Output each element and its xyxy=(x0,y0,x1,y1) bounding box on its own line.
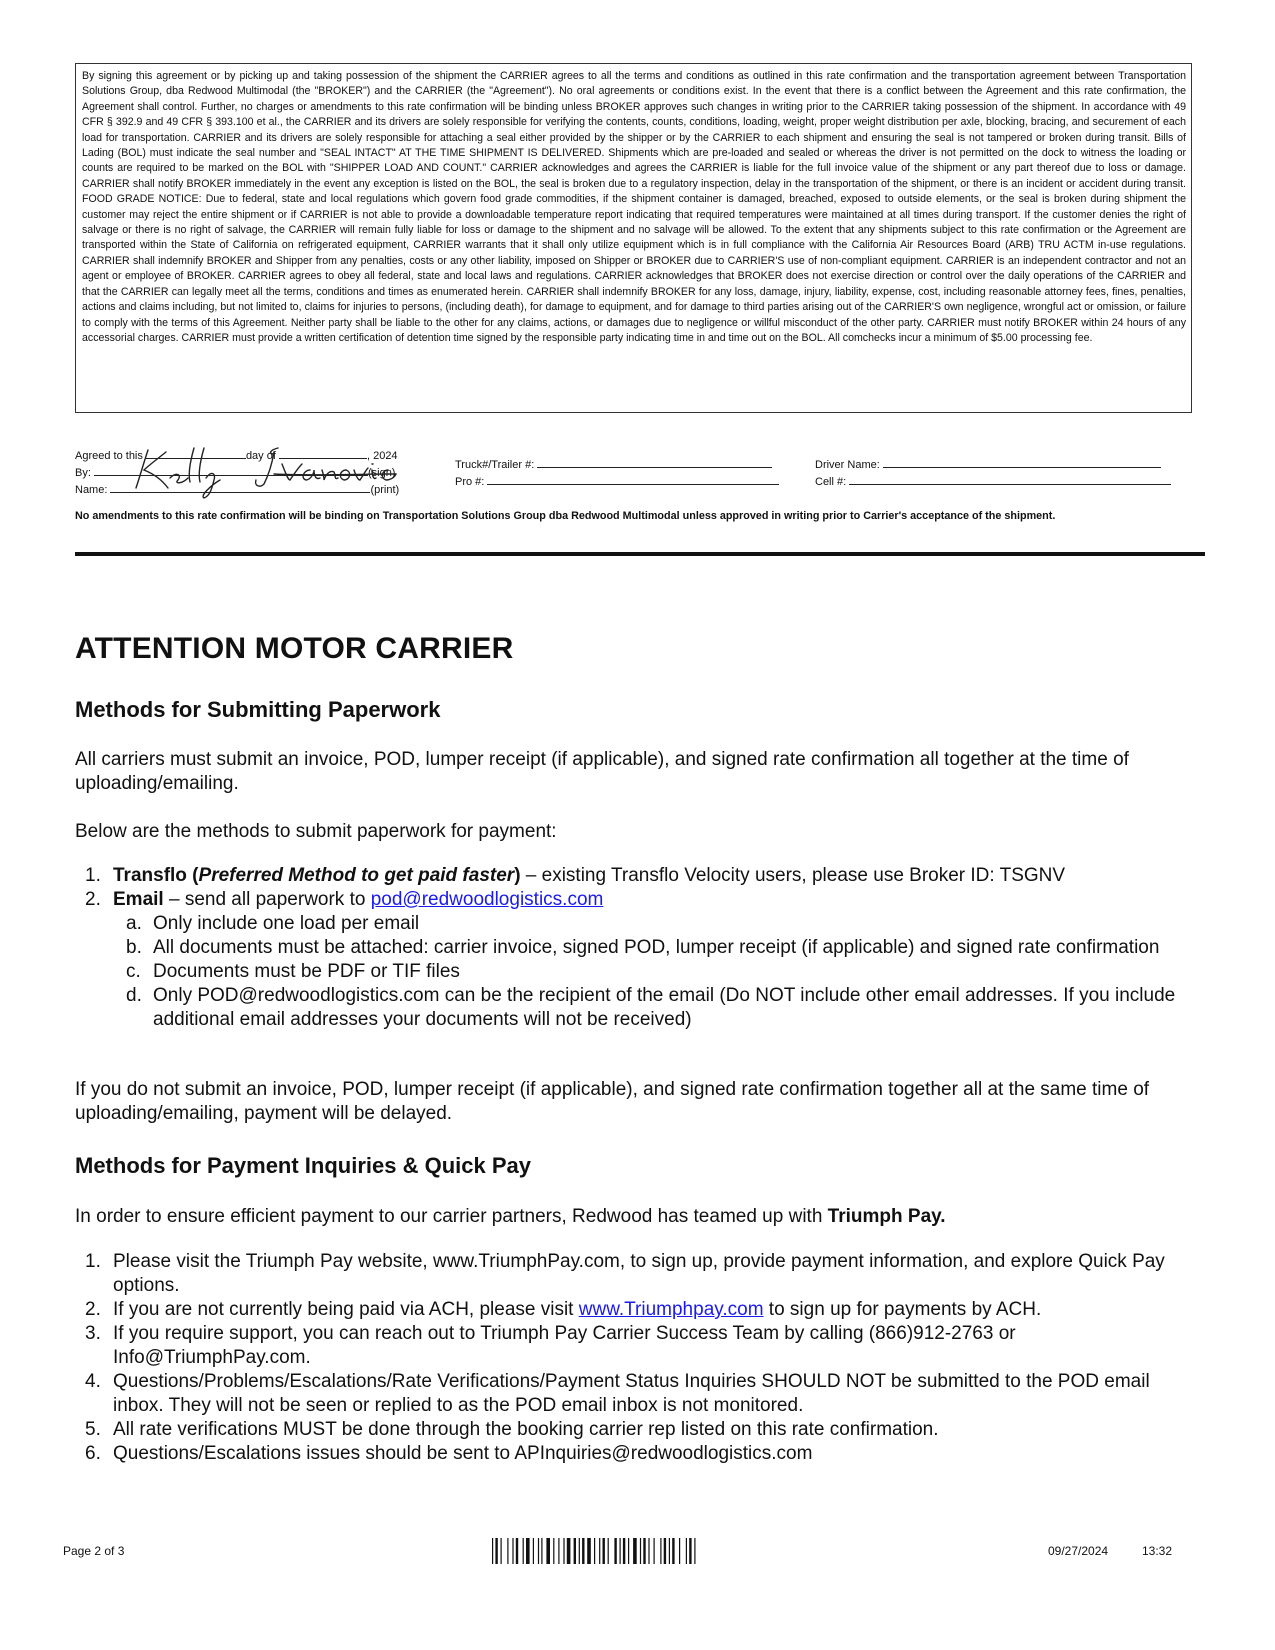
barcode-bar xyxy=(546,1538,550,1564)
submission-methods-list xyxy=(75,864,1205,1032)
list-item: 2. If you are not currently being paid via ACH, please visit www.Triumphpay.com to sign up for payments by ACH. xyxy=(85,1299,1042,1320)
barcode-bar xyxy=(526,1538,530,1564)
barcode-bar xyxy=(512,1538,513,1564)
year-label: , 2024 xyxy=(366,450,398,462)
barcode-bar xyxy=(587,1538,591,1564)
barcode-bar xyxy=(574,1538,576,1564)
barcode-bar xyxy=(599,1538,600,1564)
list-item: a. Only include one load per email xyxy=(126,913,420,934)
barcode-bar xyxy=(679,1538,680,1564)
email-label: Email xyxy=(113,889,164,910)
barcode-bar xyxy=(558,1538,559,1564)
methods-intro: Below are the methods to submit paperwork for payment: xyxy=(75,821,557,842)
sign-hint: (sign) xyxy=(367,467,396,479)
barcode-bar xyxy=(660,1538,661,1564)
agreed-label: Agreed to this xyxy=(75,450,143,462)
barcode-bar xyxy=(523,1538,524,1564)
barcode-bar xyxy=(686,1538,687,1564)
barcode-bar xyxy=(608,1538,609,1564)
truck-pro-fields xyxy=(455,456,779,490)
barcode-bar xyxy=(538,1538,539,1564)
barcode-bar xyxy=(623,1538,625,1564)
barcode-bar xyxy=(669,1538,670,1564)
transflo-label: Transflo ( xyxy=(113,865,199,886)
barcode-bar xyxy=(541,1538,542,1564)
barcode-bar xyxy=(664,1538,666,1564)
page-title: ATTENTION MOTOR CARRIER xyxy=(75,632,514,665)
preferred-note: Preferred Method to get paid faster xyxy=(198,865,515,886)
list-item: b. All documents must be attached: carrier invoice, signed POD, lumper receipt (if applicable) and signed rate confirmation xyxy=(126,937,1160,958)
barcode-bar xyxy=(628,1538,629,1564)
pod-email-link[interactable]: pod@redwoodlogistics.com xyxy=(370,889,604,910)
barcode-bar xyxy=(594,1538,595,1564)
section-heading-payment: Methods for Payment Inquiries & Quick Pay xyxy=(75,1153,531,1178)
barcode-bar xyxy=(516,1538,518,1564)
list-item: 6. Questions/Escalations issues should be sent to APInquiries@redwoodlogistics.com xyxy=(85,1443,813,1464)
barcode-bar xyxy=(654,1538,655,1564)
driver-name-field[interactable] xyxy=(883,456,1161,468)
cell-label: Cell #: xyxy=(815,476,847,488)
delay-warning: If you do not submit an invoice, POD, lumper receipt (if applicable), and signed rate confirmation together all at the same time of uploading/emailing, payment will be delayed. xyxy=(75,1079,1150,1124)
terms-and-conditions: By signing this agreement or by picking up and taking possession of the shipment the CARRIER agrees to all the terms and conditions as outlined in this rate confirmation and the transportation agreement between Transportation Solutions Group, dba Redwood Multimodal (the "BROKER") and the CARRIER (the "Agreement"). No oral agreements or conditions exist. In the event that there is a conflict between the Agreement and this rate confirmation, the Agreement shall control. Further, no charges or amendments to this rate confirmation will be binding unless BROKER approves such changes in writing prior to the CARRIER taking possession of the shipment. In accordance with 49 CFR § 392.9 and 49 CFR § 393.100 et al., the CARRIER and its drivers are solely responsible for verifying the contents, counts, conditions, loading, weight, proper weight distribution per axle, blocking, bracing, and securement of each load for transportation. CARRIER and its drivers are solely responsible for attaching a seal either provided by the shipper or by the CARRIER to each shipment and ensuring the seal is not tampered or broken during transit. Bills of Lading (BOL) must indicate the seal number and "SEAL INTACT" AT THE TIME SHIPMENT IS DELIVERED. Shipments which are pre-loaded and sealed or whereas the driver is not permitted on the dock to witness the loading or counts are required to be marked on the BOL with "SHIPPER LOAD AND COUNT." CARRIER acknowledges and agrees the CARRIER is liable for the full invoice value of the shipment or any part thereof due to loss or damage. CARRIER shall notify BROKER immediately in the event any exception is listed on the BOL, the seal is broken due to a regulatory inspection, delay in the transportation of the shipment, or there is an incident or accident during transit. FOOD GRADE NOTICE: Due to federal, state and local regulations which govern food grade commodities, if the shipment container is damaged, breached, exposed to outside elements, or the seal is broken during shipment the customer may reject the entire shipment or if CARRIER is not able to provide a downloadable temperature report indicating that required temperatures were maintained at all times during transport. If the customer denies the right of salvage or there is no right of salvage, the CARRIER will remain fully liable for loss or damage to the shipment and no salvage will be allowed. To the extent that any shipments subject to this rate confirmation or the Agreement are transported within the State of California on refrigerated equipment, CARRIER warrants that it shall only utilize equipment which is in full compliance with the California Air Resources Board (ARB) TRU ACTM in-use regulations. CARRIER shall indemnify BROKER and Shipper from any penalties, costs or any other liability, imposed on Shipper or BROKER due to CARRIER'S use of non-compliant equipment. CARRIER is an independent contractor and not an agent or employee of BROKER. CARRIER agrees to obey all federal, state and local laws and regulations. CARRIER acknowledges that BROKER does not exercise direction or control over the daily operations of the CARRIER and that the CARRIER can legally meet all the terms, conditions and times as enumerated herein. CARRIER shall indemnify BROKER for any loss, damage, injury, liability, expense, cost, including reasonable attorney fees, fines, penalties, actions and claims including, but not limited to, claims for injuries to persons, (including death), for damage to equipment, and for damage to third parties arising out of the CARRIER'S own negligence, wrongful act or omission, or failure to comply with the terms of this Agreement. Neither party shall be liable to the other for any claims, actions, or damages due to negligence or willful misconduct of the other party. CARRIER must notify BROKER within 24 hours of any accessorial charges. CARRIER must provide a written certification of detention time signed by the responsible party indicating time in and time out on the BOL. All comchecks incur a minimum of $5.00 processing fee. xyxy=(75,63,1192,413)
barcode-bar xyxy=(672,1538,674,1564)
day-of-label: day of xyxy=(245,450,276,462)
pro-field[interactable] xyxy=(487,473,779,485)
barcode-bar xyxy=(495,1538,497,1564)
barcode-bar xyxy=(567,1538,571,1564)
handwritten-signature xyxy=(70,440,400,500)
list-item: 4. Questions/Problems/Escalations/Rate Verifications/Payment Status Inquiries SHOULD NOT be submitted to the POD email inbox. They will not be seen or replied to as the POD email inbox is not monitored. xyxy=(85,1371,1150,1416)
list-item: 2. Email – send all paperwork to pod@redwoodlogistics.com xyxy=(85,889,604,910)
list-item: 3. If you require support, you can reach out to Triumph Pay Carrier Success Team by calling (866)912-2763 or Info@TriumphPay.com. xyxy=(85,1323,1016,1368)
barcode-bar xyxy=(579,1538,580,1564)
triumph-intro: In order to ensure efficient payment to our carrier partners, Redwood has teamed up with Triumph Pay. xyxy=(75,1206,946,1227)
list-item: 5. All rate verifications MUST be done through the booking carrier rep listed on this rate confirmation. xyxy=(85,1419,939,1440)
barcode-image xyxy=(492,1538,782,1564)
barcode-bar xyxy=(633,1538,637,1564)
truck-trailer-field[interactable] xyxy=(537,456,772,468)
list-item: 1. Transflo (Preferred Method to get paid faster) – existing Transflo Velocity users, please use Broker ID: TSGNV xyxy=(85,865,1066,886)
driver-fields xyxy=(815,456,1171,490)
barcode-bar xyxy=(648,1538,649,1564)
barcode-bar xyxy=(501,1538,502,1564)
barcode-bar xyxy=(563,1538,564,1564)
page-number: Page 2 of 3 xyxy=(63,1544,125,1558)
triumphpay-link[interactable]: www.Triumphpay.com xyxy=(578,1299,764,1320)
truck-trailer-label: Truck#/Trailer #: xyxy=(455,459,535,471)
list-item: 1. Please visit the Triumph Pay website, www.TriumphPay.com, to sign up, provide payment information, and explore Quick Pay options. xyxy=(85,1251,1165,1296)
barcode-bar xyxy=(507,1538,508,1564)
list-item: c. Documents must be PDF or TIF files xyxy=(126,961,460,982)
section-divider xyxy=(75,552,1205,556)
barcode-bar xyxy=(614,1538,616,1564)
barcode-bar xyxy=(582,1538,584,1564)
pro-label: Pro #: xyxy=(455,476,485,488)
section-heading-submitting: Methods for Submitting Paperwork xyxy=(75,697,441,722)
barcode-bar xyxy=(492,1538,493,1564)
barcode-bar xyxy=(533,1538,534,1564)
barcode-bar xyxy=(640,1538,641,1564)
by-label: By: xyxy=(75,467,91,479)
name-label: Name: xyxy=(75,484,108,496)
driver-name-label: Driver Name: xyxy=(815,459,880,471)
footer-date: 09/27/2024 xyxy=(1048,1544,1109,1558)
print-hint: (print) xyxy=(370,484,400,496)
barcode-bar xyxy=(553,1538,554,1564)
barcode-bar xyxy=(603,1538,605,1564)
barcode-bar xyxy=(643,1538,645,1564)
barcode-bar xyxy=(689,1538,691,1564)
barcode-bar xyxy=(694,1538,695,1564)
barcode-bar xyxy=(620,1538,621,1564)
footer-time: 13:32 xyxy=(1142,1544,1173,1558)
cell-field[interactable] xyxy=(849,473,1171,485)
triumph-pay-label: Triumph Pay. xyxy=(827,1206,946,1227)
list-item: d. Only POD@redwoodlogistics.com can be the recipient of the email (Do NOT include other email addresses. If you include additional email addresses your documents will not be received) xyxy=(126,985,1176,1030)
payment-steps-list xyxy=(75,1250,1205,1466)
submission-intro: All carriers must submit an invoice, POD, lumper receipt (if applicable), and signed rate confirmation all together at the time of uploading/emailing. xyxy=(75,749,1129,794)
amendment-note: No amendments to this rate confirmation will be binding on Transportation Solutions Group dba Redwood Multimodal unless approved in writing prior to Carrier's acceptance of the shipment. xyxy=(75,510,1056,522)
